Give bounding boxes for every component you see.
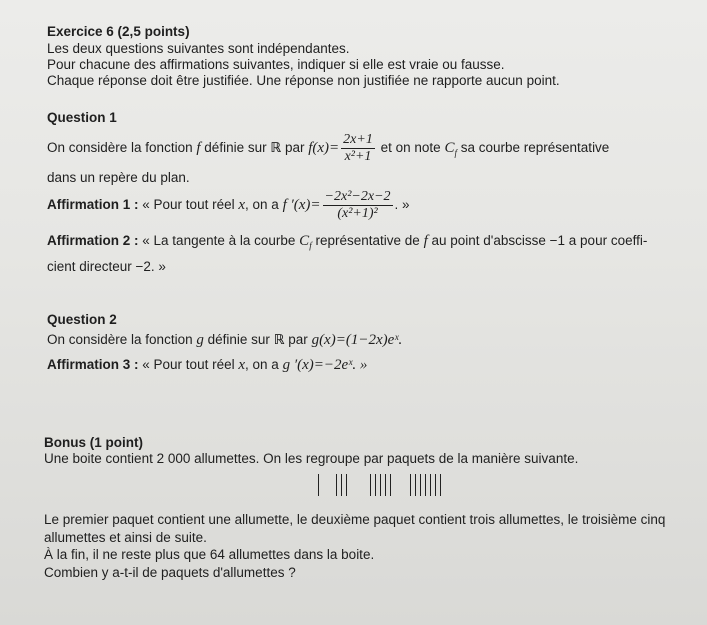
matchstick bbox=[346, 474, 347, 496]
question-2-heading: Question 2 bbox=[47, 312, 117, 327]
affirmation-2-line-1 bbox=[47, 233, 647, 254]
q1-f-def-lhs: f(x)= bbox=[308, 140, 340, 157]
q1-text-a: On considère la fonction bbox=[47, 140, 193, 156]
q2-g-definition: g(x)=(1−2x)eˣ. bbox=[311, 332, 403, 348]
q1-text-c: et on note bbox=[380, 140, 441, 156]
q1-f-denominator: x²+1 bbox=[344, 149, 372, 164]
matchstick bbox=[375, 474, 376, 496]
intro-line-2: Pour chacune des affirmations suivantes, indiquer si elle est vraie ou fausse. bbox=[47, 57, 505, 72]
q2-statement bbox=[47, 332, 402, 348]
affirmation-3-label: Affirmation 3 : bbox=[47, 357, 139, 372]
q1-f-symbol: f bbox=[196, 140, 201, 157]
affirmation-1-end: . » bbox=[394, 197, 410, 212]
q1-statement-line-1 bbox=[47, 132, 609, 169]
bonus-heading: Bonus (1 point) bbox=[44, 435, 143, 450]
affirmation-3-expression: g ′(x)=−2eˣ. » bbox=[282, 357, 368, 373]
matchstick bbox=[341, 474, 342, 496]
matchstick bbox=[410, 474, 411, 496]
q1-text-par: par bbox=[284, 140, 305, 156]
affirmation-1-on-a: , on a bbox=[245, 197, 279, 212]
affirmation-2-curve-subscript: f bbox=[309, 240, 312, 251]
q1-statement-line-2: dans un repère du plan. bbox=[47, 170, 190, 185]
matchstick bbox=[425, 474, 426, 496]
q1-reals-symbol: ℝ bbox=[270, 140, 282, 157]
q1-curve-subscript: f bbox=[454, 147, 457, 158]
matchstick bbox=[370, 474, 371, 496]
matchstick bbox=[420, 474, 421, 496]
matchstick bbox=[435, 474, 436, 496]
affirmation-3-x: x bbox=[238, 357, 246, 373]
affirmation-2-line-2: cient directeur −2. » bbox=[47, 259, 166, 274]
intro-line-1: Les deux questions suivantes sont indépendantes. bbox=[47, 41, 350, 56]
bonus-line-1: Une boite contient 2 000 allumettes. On les regroupe par paquets de la manière suivante. bbox=[44, 451, 579, 466]
affirmation-2-curve-symbol: C bbox=[299, 233, 310, 249]
q1-text-d: sa courbe représentative bbox=[460, 140, 610, 156]
affirmation-1-numerator: −2x²−2x−2 bbox=[324, 188, 391, 204]
matchstick bbox=[318, 474, 319, 496]
affirmation-2-label: Affirmation 2 : bbox=[47, 233, 139, 248]
exercise-title: Exercice 6 (2,5 points) bbox=[47, 24, 190, 39]
q1-f-numerator: 2x+1 bbox=[343, 132, 373, 147]
affirmation-1-text: « Pour tout réel bbox=[142, 197, 235, 212]
matchstick bbox=[385, 474, 386, 496]
matchstick bbox=[390, 474, 391, 496]
q2-g-symbol: g bbox=[196, 332, 204, 348]
affirmation-1 bbox=[47, 188, 410, 222]
q2-text-par: par bbox=[288, 332, 308, 347]
affirmation-3 bbox=[47, 357, 367, 373]
affirmation-1-label: Affirmation 1 : bbox=[47, 197, 139, 212]
affirmation-3-on-a: , on a bbox=[245, 357, 279, 372]
affirmation-1-denominator: (x²+1)² bbox=[337, 205, 378, 221]
bonus-line-2: Le premier paquet contient une allumette, le deuxième paquet contient trois allumettes, le troisième cinq bbox=[44, 512, 666, 527]
affirmation-3-text: « Pour tout réel bbox=[142, 357, 235, 372]
q2-text-b: définie sur bbox=[207, 332, 270, 347]
matchstick bbox=[430, 474, 431, 496]
affirmation-2-text-b: représentative de bbox=[315, 233, 420, 248]
affirmation-1-lhs: f ′(x)= bbox=[282, 197, 321, 213]
affirmation-1-fraction bbox=[323, 189, 393, 222]
matchstick bbox=[440, 474, 441, 496]
matchstick bbox=[380, 474, 381, 496]
matchstick bbox=[415, 474, 416, 496]
intro-line-3: Chaque réponse doit être justifiée. Une réponse non justifiée ne rapporte aucun point. bbox=[47, 73, 560, 88]
q1-f-fraction bbox=[341, 132, 375, 165]
bonus-line-5: Combien y a-t-il de paquets d'allumettes ? bbox=[44, 565, 296, 580]
affirmation-2-text-c: au point d'abscisse −1 a pour coeffi- bbox=[431, 233, 648, 248]
question-1-heading: Question 1 bbox=[47, 110, 117, 125]
affirmation-2-text-a: « La tangente à la courbe bbox=[142, 233, 296, 248]
q2-text-a: On considère la fonction bbox=[47, 332, 193, 347]
bonus-line-3: allumettes et ainsi de suite. bbox=[44, 530, 207, 545]
q1-text-b: définie sur bbox=[204, 140, 267, 156]
bonus-line-4: À la fin, il ne reste plus que 64 allumettes dans la boite. bbox=[44, 547, 375, 562]
q1-curve-symbol: C bbox=[444, 140, 455, 157]
affirmation-1-x: x bbox=[238, 197, 246, 213]
matchstick bbox=[336, 474, 337, 496]
q2-reals-symbol: ℝ bbox=[273, 332, 285, 348]
affirmation-2-f-symbol: f bbox=[423, 233, 428, 249]
